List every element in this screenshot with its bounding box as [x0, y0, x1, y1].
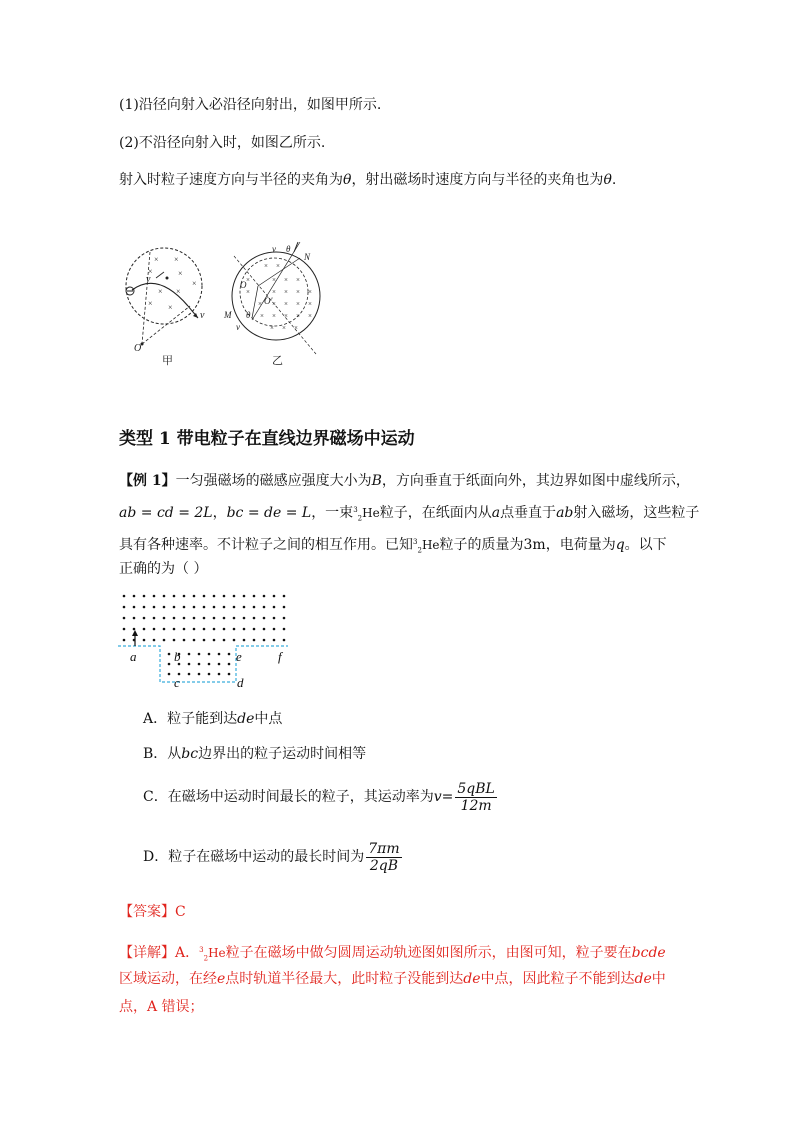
field-dot — [213, 617, 216, 620]
field-dot — [198, 663, 201, 666]
svg-text:×: × — [276, 262, 280, 270]
field-dot — [188, 663, 191, 666]
field-label-a: a — [130, 649, 137, 664]
section-title: 类型 1 带电粒子在直线边界磁场中运动 — [119, 429, 415, 449]
field-dot — [283, 628, 286, 631]
yi-label-O: O — [240, 280, 247, 290]
field-dot — [218, 653, 221, 656]
field-dot — [173, 639, 176, 642]
field-dot — [263, 606, 266, 609]
field-dot — [143, 595, 146, 598]
field-dot — [193, 617, 196, 620]
svg-text:×: × — [308, 312, 312, 320]
svg-text:×: × — [272, 288, 276, 296]
field-dot — [203, 639, 206, 642]
field-label-d: d — [237, 675, 244, 690]
field-dot — [223, 617, 226, 620]
svg-text:×: × — [192, 279, 197, 288]
field-dot — [193, 595, 196, 598]
field-dot — [243, 595, 246, 598]
svg-text:×: × — [294, 324, 298, 332]
intro-line-1: (1)沿径向射入必沿径向射出，如图甲所示. — [119, 97, 382, 113]
field-dot — [173, 606, 176, 609]
figure-yi — [222, 238, 334, 368]
detail-line-2: 区域运动，在经e点时轨道半径最大，此时粒子没能到达de中点，因此粒子不能到达de中 — [119, 971, 666, 987]
field-dot — [123, 595, 126, 598]
field-dot — [223, 628, 226, 631]
field-dot — [233, 595, 236, 598]
field-dot — [153, 595, 156, 598]
field-dot — [283, 639, 286, 642]
field-dot — [143, 639, 146, 642]
field-dot — [183, 595, 186, 598]
svg-text:×: × — [154, 255, 159, 264]
field-dot — [188, 653, 191, 656]
field-dot — [143, 606, 146, 609]
svg-text:×: × — [296, 312, 300, 320]
svg-text:×: × — [264, 262, 268, 270]
field-dot — [153, 628, 156, 631]
field-dot — [233, 628, 236, 631]
field-dot — [163, 595, 166, 598]
yi-label-v1: v — [272, 244, 276, 254]
field-dot — [183, 617, 186, 620]
yi-label-O-prime: O′ — [264, 296, 273, 306]
example-line-2: ab = cd = 2L，bc = de = L，一束$^3_2$He粒子，在纸面内从a点垂直于ab射入磁场，这些粒子 — [119, 505, 700, 523]
field-dot — [213, 606, 216, 609]
figure-jia — [118, 236, 218, 370]
field-dot — [243, 628, 246, 631]
field-dot — [273, 628, 276, 631]
field-dot — [253, 639, 256, 642]
field-dot — [173, 628, 176, 631]
yi-label-v2: v — [236, 322, 240, 332]
field-label-e: e — [236, 649, 242, 664]
field-dot — [133, 628, 136, 631]
svg-text:×: × — [258, 300, 262, 308]
field-dot — [228, 673, 231, 676]
field-dot — [153, 606, 156, 609]
svg-text:×: × — [174, 255, 179, 264]
field-dot — [153, 617, 156, 620]
svg-text:×: × — [282, 324, 286, 332]
field-dot — [193, 606, 196, 609]
field-label-c: c — [174, 675, 180, 690]
field-dot — [283, 617, 286, 620]
field-dot — [183, 639, 186, 642]
detail-line-3: 点，A 错误； — [119, 999, 204, 1015]
field-dot — [218, 663, 221, 666]
field-dot — [198, 673, 201, 676]
field-dot — [163, 639, 166, 642]
option-d[interactable]: D．粒子在磁场中运动的最长时间为 $\frac{7\pi m}{2qB}$ — [143, 840, 400, 874]
svg-text:×: × — [284, 312, 288, 320]
svg-text:×: × — [296, 288, 300, 296]
svg-text:×: × — [284, 288, 288, 296]
field-dot — [193, 639, 196, 642]
svg-text:×: × — [158, 287, 163, 296]
field-dot — [283, 595, 286, 598]
field-dot — [203, 617, 206, 620]
jia-label-O: O — [134, 343, 142, 354]
field-dot — [253, 606, 256, 609]
field-dot — [163, 617, 166, 620]
field-dot — [208, 673, 211, 676]
example-line-1: 【例 1】一匀强磁场的磁感应强度大小为B，方向垂直于纸面向外，其边界如图中虚线所示， — [119, 473, 690, 489]
field-dot — [123, 639, 126, 642]
svg-text:×: × — [260, 312, 264, 320]
field-dot — [228, 663, 231, 666]
svg-text:×: × — [246, 288, 250, 296]
field-dot — [168, 673, 171, 676]
field-dot — [273, 606, 276, 609]
svg-text:×: × — [178, 269, 183, 278]
yi-label-theta2: θ — [246, 310, 251, 320]
svg-text:×: × — [272, 300, 276, 308]
example-line-3: 具有各种速率。不计粒子之间的相互作用。已知$^3_2$He粒子的质量为3m，电荷量为q。以下 — [119, 537, 667, 555]
field-dot — [263, 595, 266, 598]
svg-text:×: × — [308, 288, 312, 296]
field-dot — [213, 639, 216, 642]
jia-label-v2: v — [200, 310, 205, 321]
field-dot — [228, 653, 231, 656]
field-dot — [273, 595, 276, 598]
svg-text:×: × — [296, 276, 300, 284]
svg-text:×: × — [308, 300, 312, 308]
jia-label-v1: v — [146, 274, 151, 285]
field-dot — [243, 606, 246, 609]
field-dot — [233, 617, 236, 620]
field-dot — [173, 617, 176, 620]
field-dot — [263, 617, 266, 620]
field-dot — [143, 617, 146, 620]
answer: 【答案】C — [119, 904, 186, 920]
field-dot — [213, 595, 216, 598]
field-label-f: f — [278, 649, 282, 664]
svg-text:×: × — [272, 312, 276, 320]
option-a[interactable]: A．粒子能到达de中点 — [143, 711, 283, 727]
svg-text:×: × — [296, 300, 300, 308]
field-dot — [143, 628, 146, 631]
field-dot — [218, 673, 221, 676]
field-dot — [133, 606, 136, 609]
field-dot — [263, 639, 266, 642]
jia-caption: 甲 — [162, 355, 173, 367]
field-dot — [183, 606, 186, 609]
field-dot — [133, 595, 136, 598]
field-dot — [233, 639, 236, 642]
svg-text:×: × — [176, 287, 181, 296]
field-dot — [273, 639, 276, 642]
field-dot — [208, 663, 211, 666]
field-dot — [253, 617, 256, 620]
field-dot — [188, 673, 191, 676]
intro-line-3: 射入时粒子速度方向与半径的夹角为θ，射出磁场时速度方向与半径的夹角也为θ. — [119, 172, 617, 188]
option-b[interactable]: B．从bc边界出的粒子运动时间相等 — [143, 746, 367, 762]
field-dot — [123, 617, 126, 620]
svg-text:×: × — [270, 324, 274, 332]
field-diagram — [118, 590, 298, 690]
intro-line-2: (2)不沿径向射入时，如图乙所示. — [119, 135, 326, 151]
svg-text:×: × — [284, 276, 288, 284]
field-dot — [208, 653, 211, 656]
field-dot — [168, 663, 171, 666]
field-dot — [163, 628, 166, 631]
field-dot — [253, 628, 256, 631]
field-dot — [243, 639, 246, 642]
field-dot — [193, 628, 196, 631]
yi-caption: 乙 — [272, 355, 283, 367]
field-dot — [253, 595, 256, 598]
field-dot — [283, 606, 286, 609]
option-c[interactable]: C．在磁场中运动时间最长的粒子，其运动率为v= $\frac{\text{5qBL}}{12m}$ — [143, 780, 495, 814]
field-dot — [273, 617, 276, 620]
field-dot — [198, 653, 201, 656]
field-dot — [243, 617, 246, 620]
yi-label-theta1: θ — [286, 244, 291, 254]
svg-text:×: × — [272, 276, 276, 284]
field-dot — [123, 628, 126, 631]
field-dot — [163, 606, 166, 609]
field-dot — [203, 606, 206, 609]
field-dot — [133, 617, 136, 620]
svg-text:×: × — [284, 300, 288, 308]
field-dot — [173, 595, 176, 598]
field-dot — [123, 606, 126, 609]
field-dot — [168, 653, 171, 656]
field-dot — [153, 639, 156, 642]
svg-text:×: × — [168, 303, 173, 312]
detail-line-1: 【详解】A．$^3_2$He粒子在磁场中做匀圆周运动轨迹图如图所示，由图可知，粒子要在bcde — [119, 945, 666, 963]
svg-text:×: × — [246, 276, 250, 284]
example-line-4: 正确的为（ ） — [119, 561, 208, 577]
field-dot — [223, 595, 226, 598]
yi-label-N: N — [304, 252, 311, 262]
field-dot — [203, 628, 206, 631]
field-dot — [223, 606, 226, 609]
field-dot — [233, 606, 236, 609]
svg-text:×: × — [148, 299, 153, 308]
field-dot — [223, 639, 226, 642]
field-label-b: b — [174, 649, 181, 664]
field-dot — [213, 628, 216, 631]
field-dot — [183, 628, 186, 631]
field-dot — [263, 628, 266, 631]
svg-text:×: × — [148, 267, 153, 276]
field-dot — [203, 595, 206, 598]
yi-label-M: M — [224, 310, 232, 320]
